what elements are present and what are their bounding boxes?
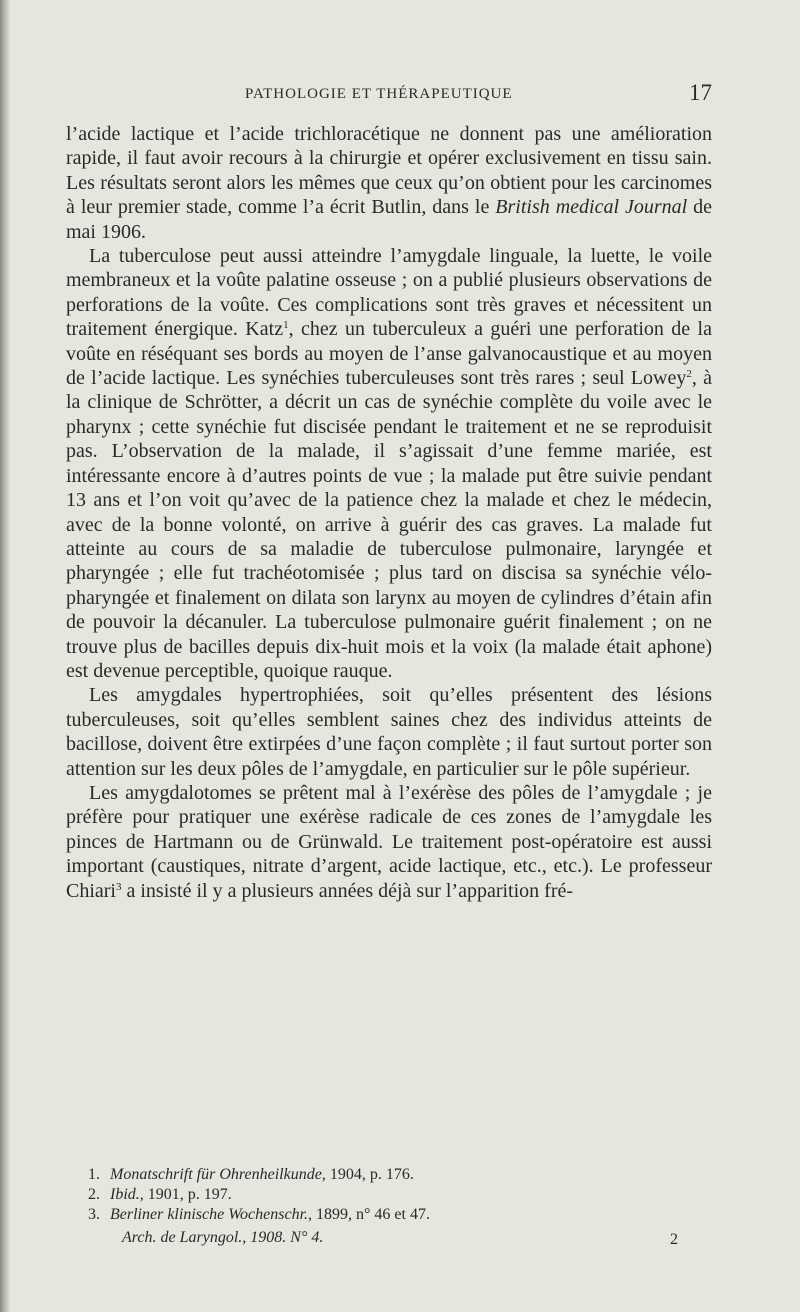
journal-title: British medical Journal	[495, 196, 688, 219]
footnotes	[88, 1165, 688, 1250]
signature-line	[122, 1228, 688, 1250]
footnote-ref-3: 3	[116, 880, 122, 893]
footnote-ref-1: 1	[283, 319, 289, 332]
page-binding-edge	[0, 0, 10, 1312]
footnote-2: 2. Ibid., 1901, p. 197.	[88, 1186, 232, 1203]
footnote-1: 1. Monatschrift für Ohrenheilkunde, 1904, p. 176.	[88, 1166, 414, 1183]
body-text	[66, 122, 712, 903]
page-number: 17	[689, 80, 712, 105]
paragraph-4: Les amygdalotomes se prêtent mal à l’exérèse des pôles de l’amygdale ; je préfère pour pratiquer une exérèse radicale de ces zones de l’amygdale les pinces de Hartmann ou de Grünwald. Le traitement post-opératoire est aussi important (caustiques, nitrate d’argent, acide lactique, etc., etc.). Le professeur Chiari$^3$ a insisté il y a plusieurs années déjà sur l’apparition fré-	[66, 781, 712, 902]
signature-text: Arch. de Laryngol., 1908. N° 4.	[122, 1229, 324, 1246]
paragraph-3: Les amygdales hypertrophiées, soit qu’elles présentent des lésions tuberculeuses, soit qu’elles semblent saines chez des individus atteints de bacillose, doivent être extirpées d’une façon complète ; il faut surtout porter son attention sur les deux pôles de l’amygdale, en particulier sur le pôle supérieur.	[66, 684, 712, 780]
running-head: PATHOLOGIE ET THÉRAPEUTIQUE	[245, 86, 513, 102]
paragraph-1: l’acide lactique et l’acide trichloracétique ne donnent pas une amélioration rapide, il faut avoir recours à la chirurgie et opérer exclusivement en tissu sain. Les résultats seront alors les mêmes que ceux qu’on obtient pour les carcinomes à leur premier stade, comme l’a écrit Butlin, dans le British medical Journal de mai 1906.	[66, 123, 712, 243]
footnote-3: 3. Berliner klinische Wochenschr., 1899, n° 46 et 47.	[88, 1206, 430, 1223]
footnote-ref-2: 2	[686, 368, 692, 381]
paragraph-2: La tuberculose peut aussi atteindre l’amygdale linguale, la luette, le voile membraneux et la voûte palatine osseuse ; on a publié plusieurs observations de perforations de la voûte. Ces complications sont très graves et nécessitent un traitement énergique. Katz$^1$, chez un tuberculeux a guéri une perforation de la voûte en réséquant ses bords au moyen de l’anse galvanocaustique et au moyen de l’acide lactique. Les synéchies tuberculeuses sont très rares ; seul Lowey$^2$, à la clinique de Schrötter, a décrit un cas de synéchie complète du voile avec le pharynx ; cette synéchie fut discisée pendant le traitement et ne se reproduisit pas. L’observation de la malade, il s’agissait d’une femme mariée, est intéressante encore à d’autres points de vue ; la malade put être suivie pendant 13 ans et l’on voit qu’avec de la patience chez la malade et chez le médecin, avec de la bonne volonté, on arrive à guérir des cas graves. La malade fut atteinte au cours de sa maladie de tuberculose pulmonaire, laryngée et pharyngée ; elle fut trachéotomisée ; plus tard on discisa sa synéchie vélo-pharyngée et finalement on dilata son larynx au moyen de cylindres d’étain afin de pouvoir la décanuler. La tuberculose pulmonaire guérit finalement ; on ne trouve plus de bacilles depuis dix-huit mois et la voix (la malade était aphone) est devenue perceptible, quoique rauque.	[66, 245, 712, 682]
page-header	[60, 80, 720, 114]
signature-mark: 2	[670, 1231, 678, 1248]
